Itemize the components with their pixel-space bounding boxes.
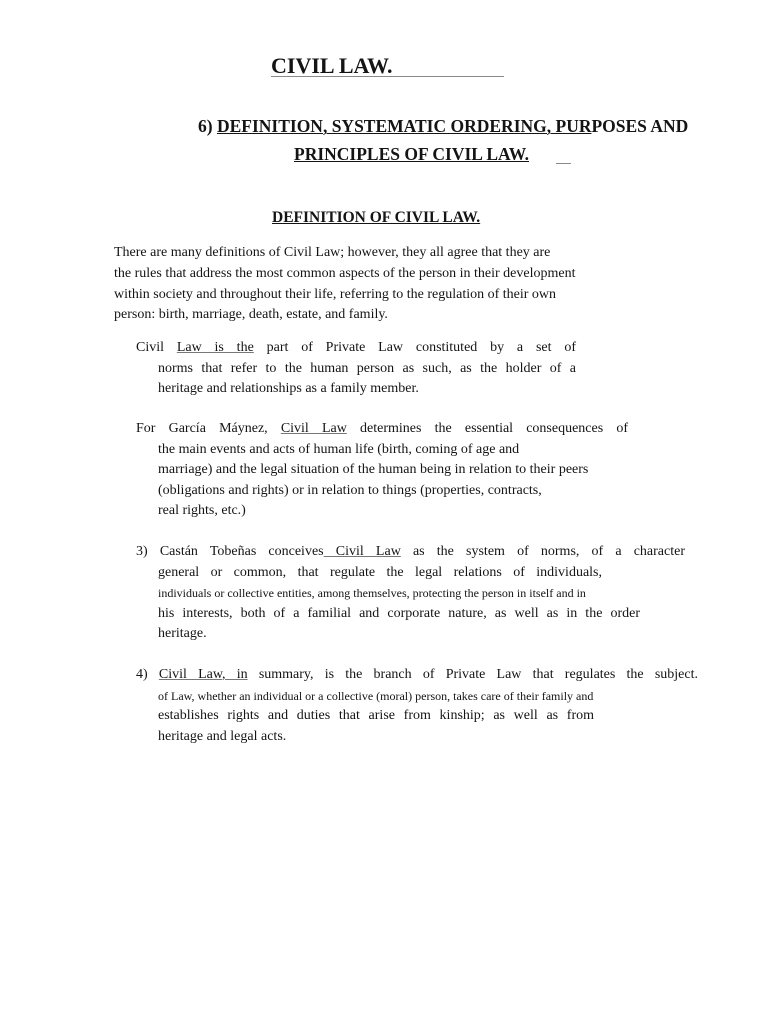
paragraph-line: individuals or collective entities, among themselves, protecting the person in itself and in bbox=[158, 586, 586, 601]
paragraph-line: 3) Castán Tobeñas conceives Civil Law as the system of norms, of a character bbox=[136, 544, 686, 559]
paragraph-line: establishes rights and duties that arise from kinship; as well as from bbox=[158, 708, 594, 724]
paragraph-line: of Law, whether an individual or a collective (moral) person, takes care of their family and bbox=[158, 688, 594, 703]
paragraph-line: Civil Law is the part of Private Law constituted by a set of bbox=[136, 340, 576, 355]
intro-line: There are many definitions of Civil Law; however, they all agree that they are bbox=[114, 245, 551, 260]
paragraph-line: his interests, both of a familial and corporate nature, as well as in the order bbox=[158, 605, 640, 621]
intro-line: the rules that address the most common aspects of the person in their development bbox=[114, 265, 576, 281]
paragraph-line: heritage and relationships as a family member. bbox=[158, 381, 419, 397]
paragraph-line: the main events and acts of human life (birth, coming of age and bbox=[158, 441, 520, 457]
paragraph-line: 4) Civil Law, in summary, is the branch of Private Law that regulates the subject. bbox=[136, 667, 698, 682]
intro-line: within society and throughout their life, referring to the regulation of their own bbox=[114, 286, 557, 302]
intro-line: person: birth, marriage, death, estate, and family. bbox=[114, 307, 388, 323]
underlined-phrase: Civil Law bbox=[280, 421, 347, 436]
paragraph-line: (obligations and rights) or in relation to things (properties, contracts, bbox=[158, 482, 542, 498]
paragraph-line: marriage) and the legal situation of the human being in relation to their peers bbox=[158, 462, 589, 478]
paragraph-line: real rights, etc.) bbox=[158, 503, 246, 519]
paragraph-line: heritage and legal acts. bbox=[158, 728, 287, 744]
underlined-phrase: Civil Law, in bbox=[158, 667, 248, 682]
paragraph-line: For García Máynez, Civil Law determines the essential consequences of bbox=[136, 421, 628, 436]
paragraph-3 bbox=[136, 542, 685, 645]
section-heading-rule bbox=[556, 163, 571, 164]
section-heading-line-2-text: PRINCIPLES OF CIVIL LAW. bbox=[294, 144, 530, 164]
underlined-phrase: Law is the bbox=[176, 340, 254, 355]
section-heading-underlined: DEFINITION, SYSTEMATIC ORDERING, PUR bbox=[216, 116, 592, 136]
paragraph-line: heritage. bbox=[158, 626, 207, 642]
paragraph-4 bbox=[136, 665, 698, 747]
paragraph-1 bbox=[136, 338, 576, 400]
section-number: 6) bbox=[198, 116, 213, 136]
intro-paragraph bbox=[114, 243, 614, 326]
paragraph-line: general or common, that regulate the legal relations of individuals, bbox=[158, 564, 602, 580]
underlined-phrase: Civil Law bbox=[323, 544, 401, 559]
document-title: CIVIL LAW. bbox=[271, 53, 393, 78]
paragraph-line: norms that refer to the human person as such, as the holder of a bbox=[158, 360, 576, 376]
section-heading-line-1 bbox=[198, 116, 688, 137]
section-heading-line-2 bbox=[294, 144, 529, 165]
section-heading-rest: POSES AND bbox=[591, 116, 689, 136]
subheading: DEFINITION OF CIVIL LAW. bbox=[272, 209, 481, 226]
paragraph-2 bbox=[136, 419, 628, 522]
title-underline-rule bbox=[271, 76, 504, 77]
